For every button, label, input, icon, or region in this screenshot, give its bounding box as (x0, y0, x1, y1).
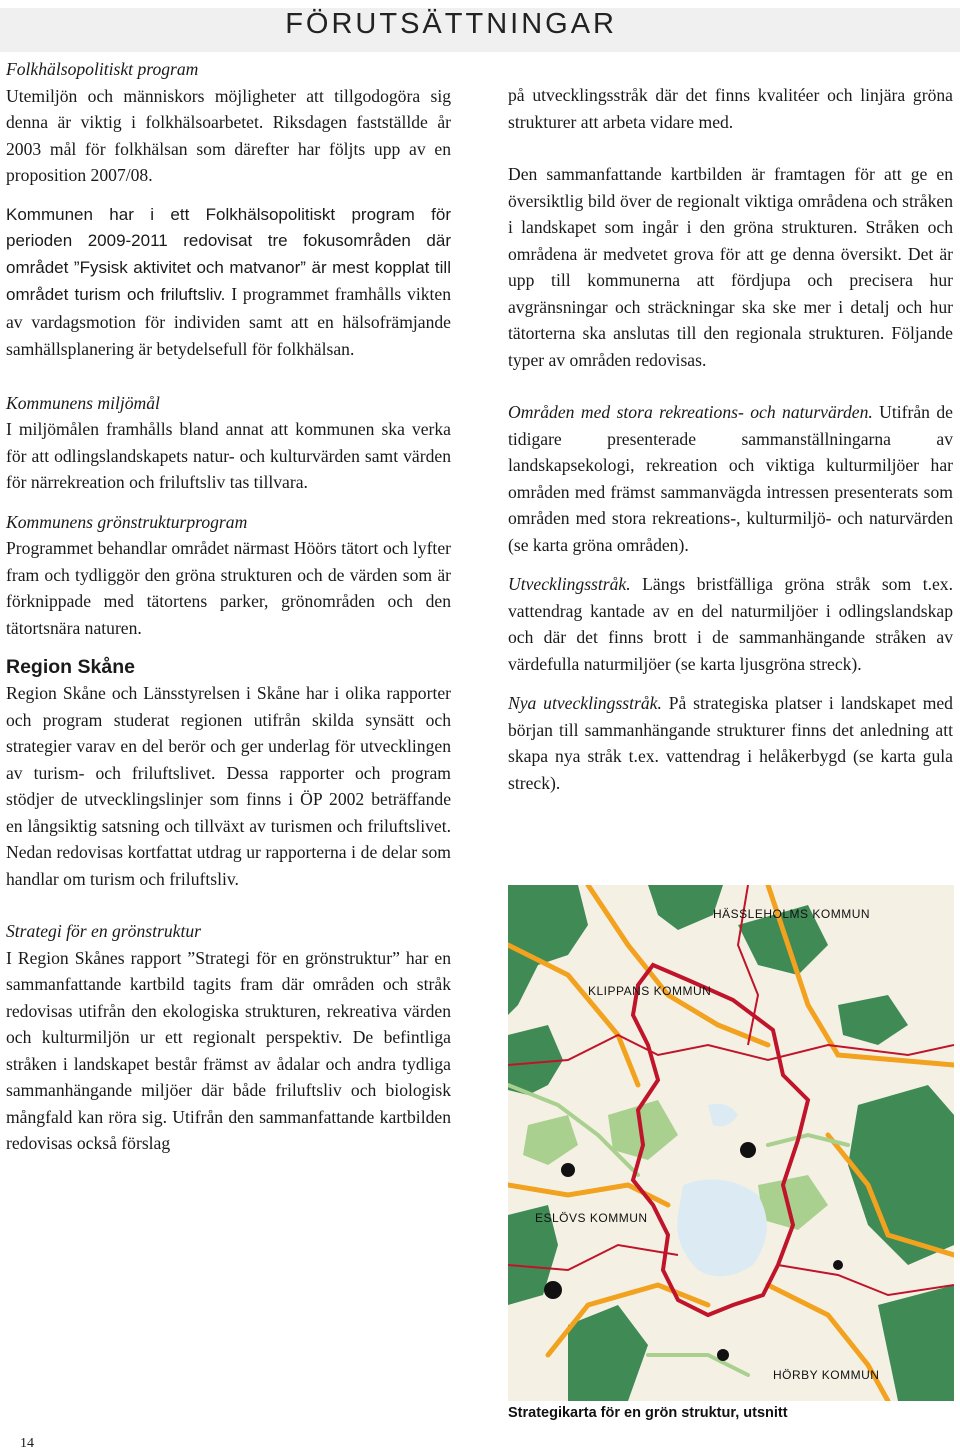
nya-strak-paragraph (508, 690, 953, 796)
page-header (0, 0, 960, 52)
label-klippan: KLIPPANS KOMMUN (588, 984, 712, 998)
utvecklingsstrak-text: Längs bristfälliga gröna stråk som t.ex. vattendrag kantade av en del naturmiljöer i odlingslandskap och där det finns brott i de sammanhängande stråken av värdefulla naturmiljöer (se karta ljusgröna streck). (508, 574, 953, 674)
utvecklingsstrak-paragraph (508, 571, 953, 677)
label-horby: HÖRBY KOMMUN (773, 1368, 880, 1382)
label-hassleholm: HÄSSLEHOLMS KOMMUN (713, 907, 871, 921)
utvecklingsstrak-lead: Utvecklingsstråk. (508, 574, 631, 594)
region-skane-heading: Region Skåne (6, 656, 135, 678)
folkhalsa-heading: Folkhälsopolitiskt program (6, 59, 199, 79)
omraden-text: Utifrån de tidigare presenterade sammanställningarna av landskapsekologi, rekreation och viktiga kulturmiljöer har områden med främst sammanvägda intressen presenterats som områden med stora rekreations-, kulturmiljö- och naturvärden (se karta gröna områden). (508, 402, 953, 555)
miljomal-paragraph: I miljömålen framhålls bland annat att kommunen ska verka för att odlingslandskapets natur- och kulturvärden samt värden för närrekreation och friluftsliv tas tillvara. (6, 419, 451, 492)
town-dot (561, 1163, 575, 1177)
nya-strak-lead: Nya utvecklingsstråk. (508, 693, 662, 713)
omraden-paragraph (508, 399, 953, 558)
town-dot (544, 1281, 562, 1299)
town-dot (740, 1142, 756, 1158)
town-dot (833, 1260, 843, 1270)
page-number: 14 (20, 1436, 34, 1451)
nya-strak-text: På strategiska platser i landskapet med början till sammanhängande strukturer finns det anledning att skapa nya stråk t.ex. vattendrag i helåkerbygd (se karta gula streck). (508, 693, 953, 793)
town-dot (717, 1349, 729, 1361)
gronstruktur-heading: Kommunens grönstrukturprogram (6, 511, 248, 532)
region-skane-paragraph: Region Skåne och Länsstyrelsen i Skåne har i olika rapporter och program studerat regionen utifrån skilda synsätt och strategier varav en del berör och ger underlag för utvecklingen av turism- och friluftslivet. Dessa rapporter och program stödjer de utvecklingslinjer som finns i ÖP 2002 beträffande en långsiktig satsning och tillväxt av turismen och friluftslivet. Nedan redovisas kortfattat utdrag ur rapporterna i de delar som handlar om turism och friluftsliv. (6, 683, 451, 889)
right-column (508, 82, 953, 796)
strategy-map (508, 885, 954, 1401)
strategi-paragraph: I Region Skånes rapport ”Strategi för en grönstruktur” har en sammanfattande kartbild tagits fram där områden och stråk redovisas utifrån den ekologiska strukturen, rekreativa värden och kulturmiljön ur ett regionalt perspektiv. De befintliga stråken i landskapet består främst av ådalar och andra tydliga sammanhängande miljöer där både friluftsliv och biologisk mångfald kan röra sig. Utifrån den sammanfattande kartbilden redovisas också förslag (6, 947, 451, 1153)
map-caption: Strategikarta för en grön struktur, utsnitt (508, 1405, 788, 1421)
left-column (6, 56, 451, 1157)
folkhalsa-paragraph-1: Utemiljön och människors möjligheter att tillgodogöra sig denna är viktig i folkhälsoarbetet. Riksdagen fastställde år 2003 mål för folkhälsan som därefter har följts upp av en proposition 2007/08. (6, 85, 451, 185)
folkhalsa-paragraph-2 (6, 202, 451, 364)
miljomal-heading: Kommunens miljömål (6, 392, 160, 413)
right-paragraph-2: Den sammanfattande kartbilden är framtagen för att ge en översiktlig bild över de regionalt viktiga områdena och stråken i landskapet som ingår i den gröna strukturen. Stråken och områdena är medvetet grova för att ge denna översikt. Det är upp till kommunerna att fördjupa och precisera hur avgränsningar och sträckningar ska ske mer i detalj och hur tätorterna ska anslutas till den regionala strukturen. Följande typer av områden redovisas. (508, 164, 953, 370)
label-eslov: ESLÖVS KOMMUN (535, 1211, 648, 1225)
page-title: FÖRUTSÄTTNINGAR (285, 8, 617, 40)
omraden-lead: Områden med stora rekreations- och naturvärden. (508, 402, 873, 422)
right-paragraph-1: på utvecklingsstråk där det finns kvalitéer och linjära gröna strukturer att arbeta vidare med. (508, 85, 953, 132)
folkhalsa-paragraph-2-sans: Kommunen har i ett Folkhälsopolitiskt program för perioden 2009-2011 redovisat tre fokusområden där området ”Fysisk aktivitet och matvanor” är mest kopplat till området turism och friluftsliv. (6, 204, 451, 304)
folkhalsa-paragraph-2-serif: I programmet framhålls vikten av vardagsmotion för individen samt att en hälsofrämjande samhällsplanering är betydelsefull för folkhälsan. (6, 284, 451, 359)
gronstruktur-paragraph: Programmet behandlar området närmast Höörs tätort och lyfter fram och tydliggör den gröna strukturen och de värden som är förknippade med tätortens parker, grönområden och den tätortsnära naturen. (6, 538, 451, 638)
strategi-heading: Strategi för en grönstruktur (6, 921, 202, 941)
